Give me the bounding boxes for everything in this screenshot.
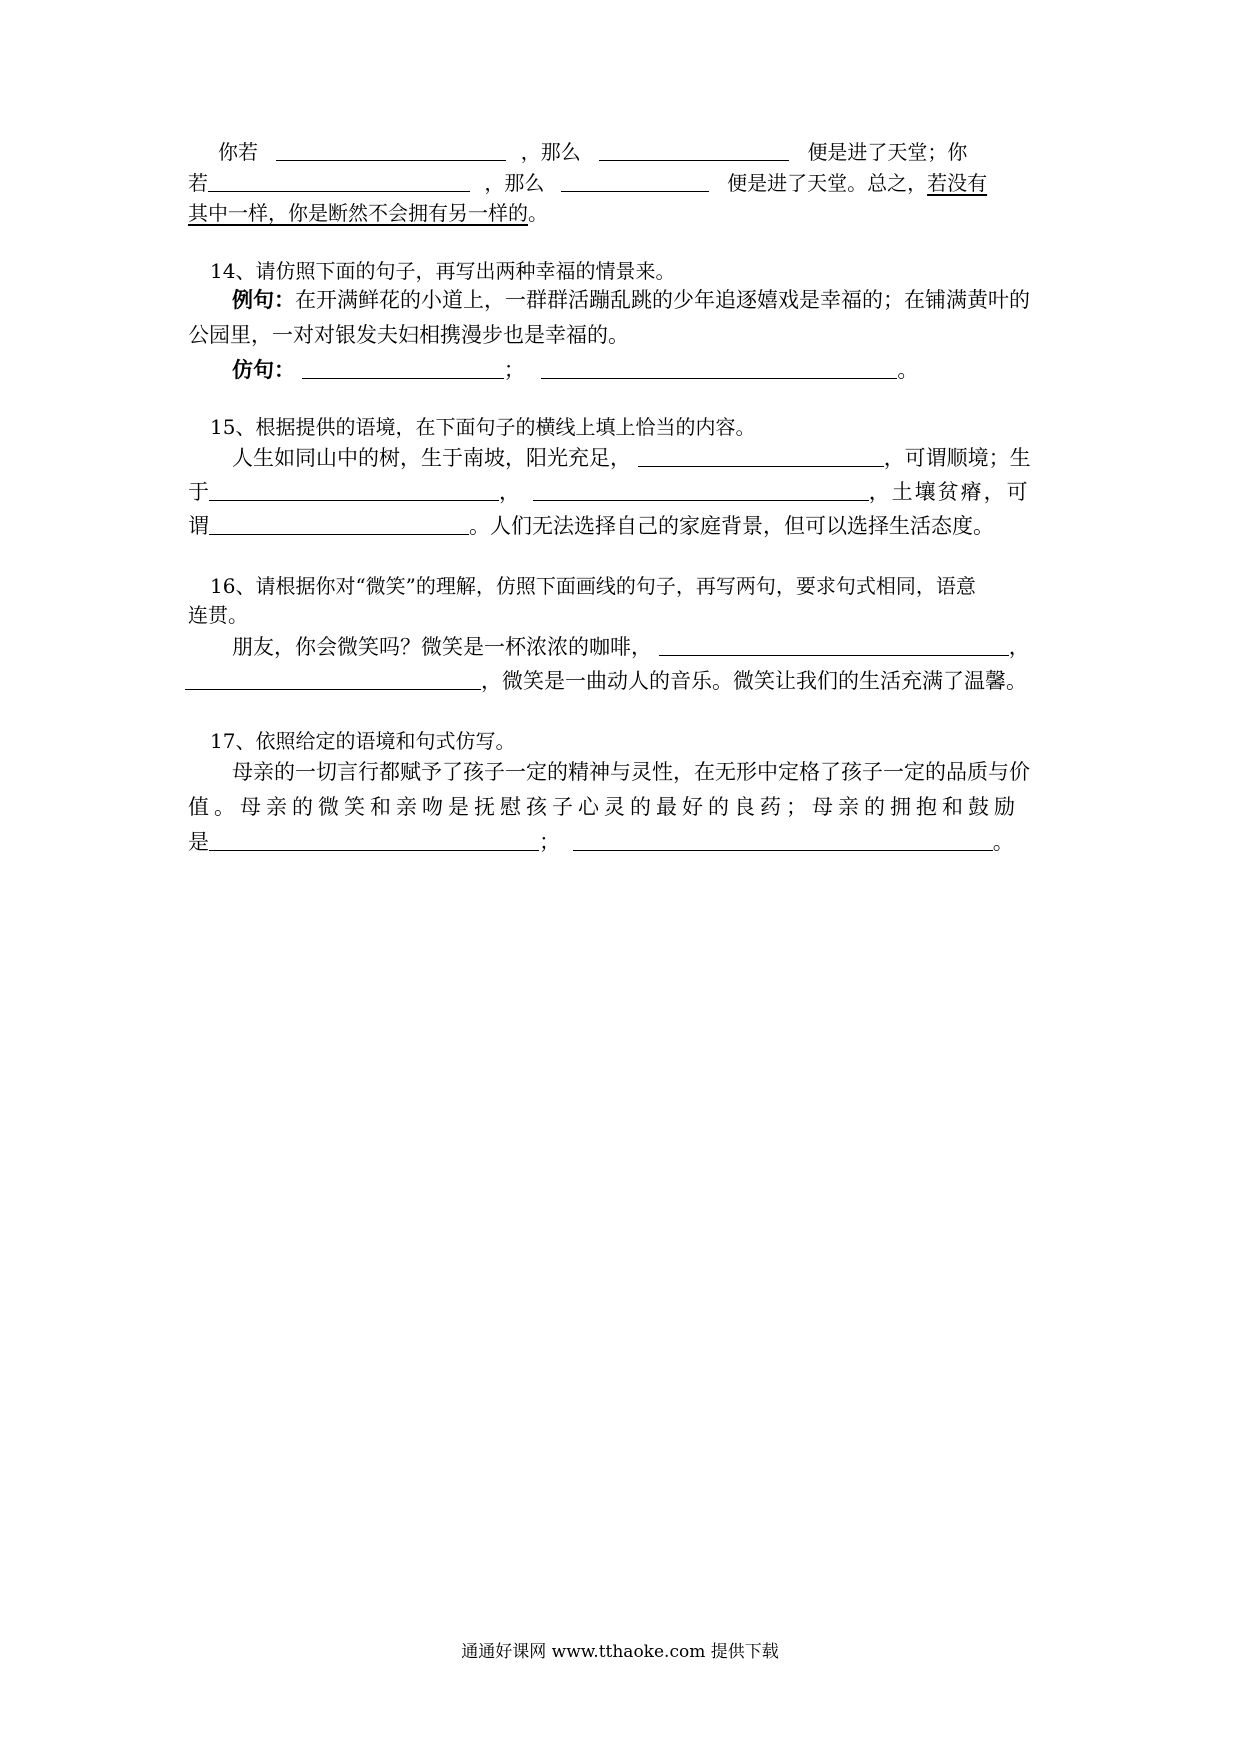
text: ， bbox=[1008, 635, 1030, 659]
item16-prompt-line2: 连贯。 bbox=[188, 603, 248, 627]
underlined-text: 若没有 bbox=[927, 171, 988, 195]
answer-blank[interactable] bbox=[185, 669, 481, 690]
answer-blank[interactable] bbox=[208, 171, 470, 192]
answer-blank[interactable] bbox=[209, 480, 499, 501]
text: ，微笑是一曲动人的音乐。微笑让我们的生活充满了温馨。 bbox=[481, 669, 1027, 693]
item14-prompt: 14、请仿照下面的句子，再写出两种幸福的情景来。 bbox=[210, 259, 676, 283]
item17-line1: 母亲的一切言行都赋予了孩子一定的精神与灵性，在无形中定格了孩子一定的品质与价 bbox=[232, 760, 1030, 784]
answer-blank[interactable] bbox=[659, 635, 1009, 656]
item17-line2: 值。母亲的微笑和亲吻是抚慰孩子心灵的最好的良药；母亲的拥抱和鼓励 bbox=[188, 795, 1020, 819]
text: 是 bbox=[188, 830, 209, 854]
text: 便是进了天堂；你 bbox=[807, 140, 968, 164]
item15-line2 bbox=[188, 475, 1060, 509]
item14-example-line2: 公园里，一对对银发夫妇相携漫步也是幸福的。 bbox=[188, 323, 629, 347]
answer-blank[interactable] bbox=[209, 514, 469, 535]
text: 。 bbox=[992, 830, 1014, 854]
text: ； bbox=[539, 830, 560, 854]
text: 便是进了天堂。总之， bbox=[727, 171, 928, 195]
text: ，可谓顺境；生 bbox=[883, 446, 1031, 470]
answer-blank[interactable] bbox=[533, 480, 869, 501]
page-footer: 通通好课网 www.tthaoke.com 提供下载 bbox=[461, 1642, 779, 1662]
text: ，那么 bbox=[484, 171, 545, 195]
item17-line3 bbox=[188, 825, 1060, 859]
item13-line2 bbox=[188, 166, 1060, 200]
text: 谓 bbox=[188, 514, 209, 538]
example-text: 在开满鲜花的小道上，一群群活蹦乱跳的少年追逐嬉戏是幸福的；在铺满黄叶的 bbox=[295, 288, 1030, 312]
imitate-label: 仿句： bbox=[232, 358, 295, 382]
item15-prompt: 15、根据提供的语境，在下面句子的横线上填上恰当的内容。 bbox=[210, 415, 756, 439]
text: 你若 bbox=[218, 140, 258, 164]
item13-line3 bbox=[188, 196, 1060, 230]
item16-prompt-line1: 16、请根据你对“微笑”的理解，仿照下面画线的句子，再写两句，要求句式相同，语意 bbox=[210, 574, 976, 598]
text: 若 bbox=[188, 171, 208, 195]
underlined-text: 其中一样，你是断然不会拥有另一样的 bbox=[188, 201, 528, 225]
answer-blank[interactable] bbox=[638, 446, 884, 467]
answer-blank[interactable] bbox=[561, 171, 709, 192]
answer-blank[interactable] bbox=[573, 830, 993, 851]
item14-imitate-line bbox=[232, 353, 1060, 387]
item14-example-line1 bbox=[232, 283, 1060, 317]
item15-line3 bbox=[188, 509, 1060, 543]
text: 。人们无法选择自己的家庭背景，但可以选择生活态度。 bbox=[469, 514, 994, 538]
text: ，土壤贫瘠，可 bbox=[868, 480, 1030, 504]
answer-blank[interactable] bbox=[302, 358, 504, 379]
text: 朋友，你会微笑吗？微笑是一杯浓浓的咖啡， bbox=[232, 635, 652, 659]
text: 。 bbox=[528, 201, 548, 225]
item16-line1 bbox=[232, 630, 1060, 664]
text: 。 bbox=[897, 358, 919, 382]
answer-blank[interactable] bbox=[276, 140, 506, 161]
answer-blank[interactable] bbox=[541, 358, 897, 379]
answer-blank[interactable] bbox=[599, 140, 789, 161]
item13-line1 bbox=[218, 135, 1060, 169]
text: ， bbox=[499, 480, 520, 504]
item17-prompt: 17、依照给定的语境和句式仿写。 bbox=[210, 729, 516, 753]
text: ； bbox=[503, 358, 525, 382]
text: 人生如同山中的树，生于南坡，阳光充足， bbox=[232, 446, 631, 470]
item16-line2 bbox=[185, 664, 1060, 698]
text: ，那么 bbox=[520, 140, 581, 164]
answer-blank[interactable] bbox=[209, 830, 539, 851]
text: 于 bbox=[188, 480, 209, 504]
item15-line1 bbox=[232, 441, 1060, 475]
example-label: 例句： bbox=[232, 288, 295, 312]
